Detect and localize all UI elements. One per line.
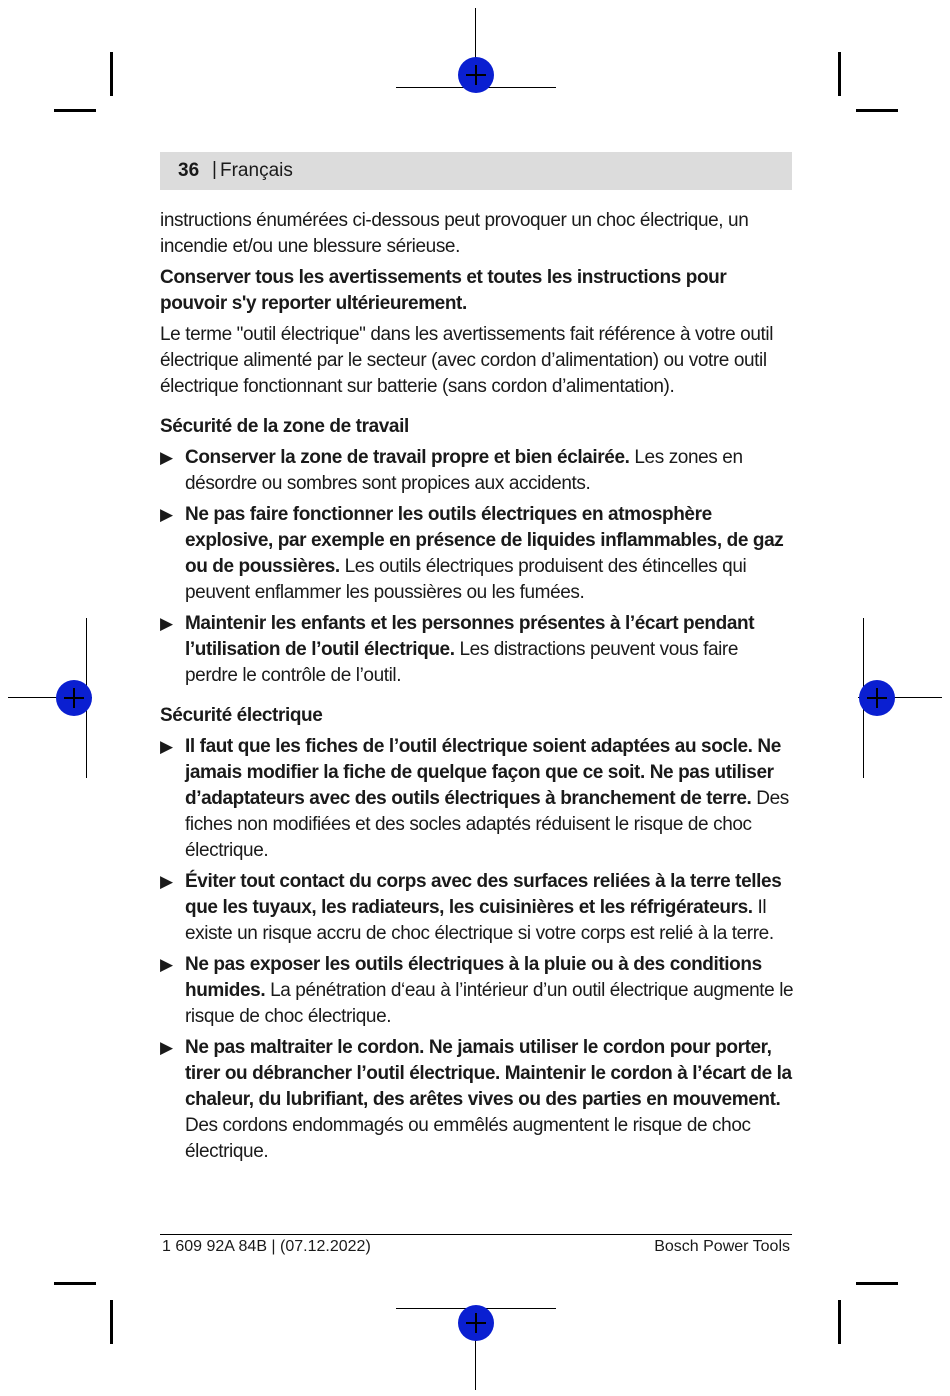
bullet-arrow-icon: ▶ bbox=[160, 737, 173, 756]
intro-paragraph: Le terme "outil électrique" dans les avertissements fait référence à votre outil électrique alimenté par le secteur (avec cordon d’alimentation) ou votre outil électrique fonctionnant sur batterie (sans cordon d’alimentation). bbox=[160, 324, 774, 397]
bullet-arrow-icon: ▶ bbox=[160, 505, 173, 524]
warning-item bbox=[160, 1035, 794, 1165]
registration-target-icon bbox=[458, 57, 494, 93]
section-title: Sécurité de la zone de travail bbox=[160, 416, 409, 437]
warning-text: Il existe un risque accru de choc électrique si votre corps est relié à la terre. bbox=[185, 897, 774, 944]
warning-text: Les distractions peuvent vous faire perdre le contrôle de l’outil. bbox=[185, 639, 739, 686]
warning-bold: Il faut que les fiches de l’outil électrique soient adaptées au socle. Ne jamais modifier la fiche de quelque façon que ce soit. Ne pas utiliser d’adaptateurs avec des outils électriques à branchement de terre. bbox=[185, 736, 781, 809]
crop-mark bbox=[856, 1282, 898, 1285]
warning-text: Les outils électriques produisent des étincelles qui peuvent enflammer les poussières ou les fumées. bbox=[185, 556, 747, 603]
registration-target-icon bbox=[458, 1305, 494, 1341]
crop-mark bbox=[110, 1300, 113, 1344]
warning-item bbox=[160, 734, 794, 864]
header-separator: | bbox=[212, 159, 217, 180]
bullet-arrow-icon: ▶ bbox=[160, 955, 173, 974]
warning-text: Les zones en désordre ou sombres sont propices aux accidents. bbox=[185, 447, 743, 494]
crop-mark bbox=[110, 52, 113, 96]
section-electrical-safety bbox=[160, 703, 794, 1165]
warning-text: Des cordons endommagés ou emmêlés augmentent le risque de choc électrique. bbox=[185, 1115, 751, 1162]
footer-doc-id: 1 609 92A 84B | (07.12.2022) bbox=[162, 1238, 371, 1255]
crop-mark bbox=[54, 109, 96, 112]
crop-mark bbox=[838, 1300, 841, 1344]
warning-item bbox=[160, 502, 794, 606]
warning-item bbox=[160, 611, 794, 689]
warning-bold: Conserver la zone de travail propre et bien éclairée. bbox=[185, 447, 630, 468]
crop-mark bbox=[54, 1282, 96, 1285]
page-number: 36 bbox=[178, 160, 200, 181]
warning-bold: Ne pas maltraiter le cordon. Ne jamais utiliser le cordon pour porter, tirer ou débrancher l’outil électrique. Maintenir le cordon à l’écart de la chaleur, du lubrifiant, des arêtes vives ou des parties en mouvement. bbox=[185, 1037, 792, 1110]
crop-mark bbox=[856, 109, 898, 112]
intro-bold-paragraph: Conserver tous les avertissements et toutes les instructions pour pouvoir s'y reporter ultérieurement. bbox=[160, 267, 727, 314]
page-body bbox=[160, 208, 794, 1170]
section-work-area bbox=[160, 414, 794, 689]
bullet-arrow-icon: ▶ bbox=[160, 1038, 173, 1057]
section-title: Sécurité électrique bbox=[160, 705, 323, 726]
warning-item bbox=[160, 445, 794, 497]
bullet-arrow-icon: ▶ bbox=[160, 448, 173, 467]
warning-item bbox=[160, 952, 794, 1030]
bullet-arrow-icon: ▶ bbox=[160, 614, 173, 633]
warning-list bbox=[160, 734, 794, 1165]
bullet-arrow-icon: ▶ bbox=[160, 872, 173, 891]
footer-rule bbox=[160, 1234, 792, 1235]
header-language: Français bbox=[220, 160, 293, 181]
page-header bbox=[160, 152, 792, 190]
warning-bold: Éviter tout contact du corps avec des surfaces reliées à la terre telles que les tuyaux, les radiateurs, les cuisinières et les réfrigérateurs. bbox=[185, 871, 782, 918]
warning-list bbox=[160, 445, 794, 689]
warning-bold: Ne pas faire fonctionner les outils électriques en atmosphère explosive, par exemple en présence de liquides inflammables, de gaz ou de poussières. bbox=[185, 504, 784, 577]
registration-target-icon bbox=[56, 680, 92, 716]
footer-brand: Bosch Power Tools bbox=[654, 1238, 790, 1255]
intro-paragraph: instructions énumérées ci-dessous peut provoquer un choc électrique, un incendie et/ou une blessure sérieuse. bbox=[160, 210, 749, 257]
warning-text: Des fiches non modifiées et des socles adaptés réduisent le risque de choc électrique. bbox=[185, 788, 789, 861]
warning-item bbox=[160, 869, 794, 947]
warning-bold: Ne pas exposer les outils électriques à la pluie ou à des conditions humides. bbox=[185, 954, 762, 1001]
crop-mark bbox=[838, 52, 841, 96]
warning-text: La pénétration d‘eau à l’intérieur d’un outil électrique augmente le risque de choc électrique. bbox=[185, 980, 794, 1027]
registration-target-icon bbox=[859, 680, 895, 716]
warning-bold: Maintenir les enfants et les personnes présentes à l’écart pendant l’utilisation de l’outil électrique. bbox=[185, 613, 755, 660]
